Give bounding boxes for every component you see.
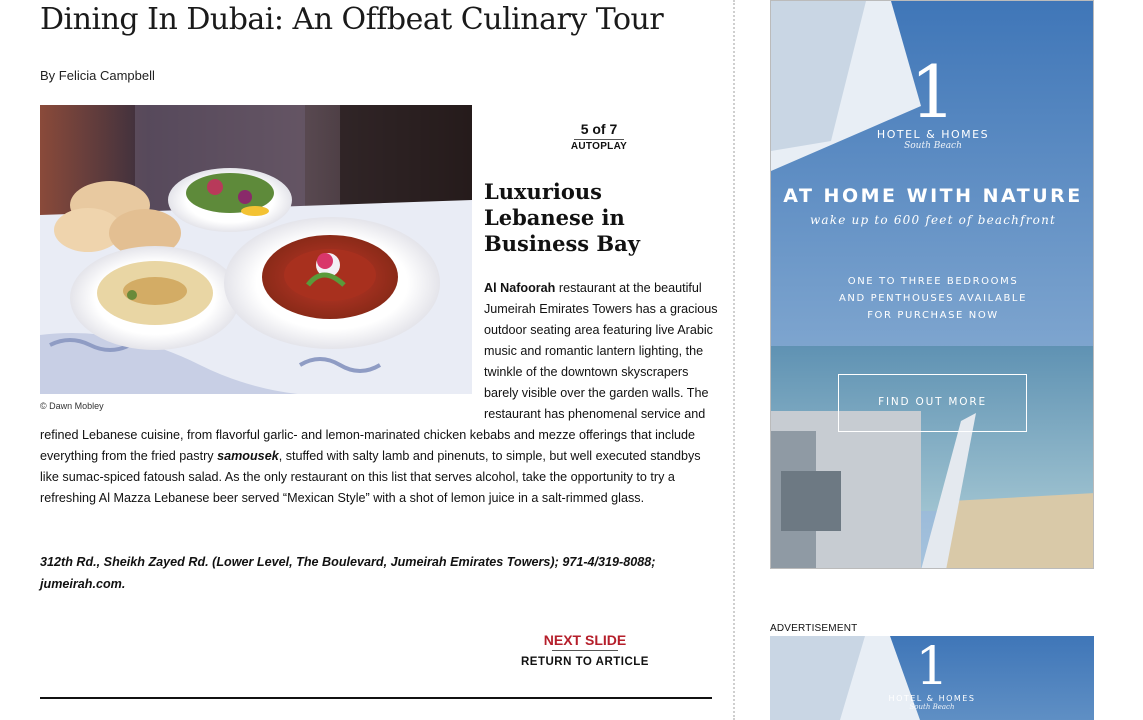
restaurant-name: Al Nafoorah <box>484 281 556 295</box>
bottom-divider <box>40 697 712 699</box>
body-text-part1: restaurant at the beautiful Jumeirah Emirates Towers has a gracious outdoor seating area featuring live Arabic music and romantic lantern lighting, the twinkle of the downtown skyscrapers barely visible over the garden walls. The restaurant has phenomenal service and refined Lebanese cuisine, from flavorful garlic- and lemon-marinated chicken kebabs and mezze offerings that include everything from the fried pastry <box>40 281 718 463</box>
byline: By Felicia Campbell <box>40 68 155 83</box>
next-slide-link[interactable]: NEXT SLIDE <box>543 632 627 648</box>
ad-detail-line-2: AND PENTHOUSES AVAILABLE <box>838 293 1028 304</box>
ad-logo-script: South Beach <box>904 141 962 151</box>
ad-detail-line-3: FOR PURCHASE NOW <box>867 310 999 321</box>
slide-body <box>40 278 720 509</box>
ad-headline-group <box>771 185 1094 227</box>
photo-wrap-spacer <box>40 278 484 424</box>
ad-headline: AT HOME WITH NATURE <box>783 185 1083 207</box>
ad2-logo-script: South Beach <box>909 703 955 711</box>
ad2-logo <box>770 637 1094 711</box>
ad-find-out-more-button[interactable]: FIND OUT MORE <box>838 374 1027 432</box>
advertisement-banner-2[interactable] <box>770 636 1094 720</box>
ad2-logo-number: 1 <box>915 637 949 697</box>
return-to-article-link[interactable]: RETURN TO ARTICLE <box>521 656 649 668</box>
ad-detail-line-1: ONE TO THREE BEDROOMS <box>847 276 1019 287</box>
ad-details <box>771 273 1094 324</box>
slide-navigation <box>520 632 650 668</box>
body-emphasis: samousek <box>217 449 279 463</box>
slide-counter-text: 5 of 7 <box>580 121 618 137</box>
counter-underline <box>574 139 624 140</box>
ad-logo <box>771 50 1094 151</box>
slide-counter <box>568 121 630 152</box>
ad-logo-text: HOTEL & HOMES <box>876 128 990 141</box>
advertisement-banner[interactable] <box>770 0 1094 569</box>
body-text-part2: , stuffed with salty lamb and pinenuts, to simple, but well executed standbys like sumac-spiced fatoush salad. As the only restaurant on this list that serves alcohol, take the opportunity to try a refreshing Al Mazza Lebanese beer served “Mexican Style” with a shot of lemon juice in a salt-rimmed glass. <box>40 449 701 505</box>
ad2-logo-text: HOTEL & HOMES <box>888 694 976 703</box>
autoplay-button[interactable]: AUTOPLAY <box>570 141 628 152</box>
column-divider <box>733 0 735 720</box>
ad-logo-number: 1 <box>910 50 956 134</box>
slide-title: Luxurious Lebanese in Business Bay <box>484 179 640 256</box>
next-underline <box>552 650 618 651</box>
ad-tagline: wake up to 600 feet of beachfront <box>809 213 1057 227</box>
photo-credit: © Dawn Mobley <box>40 401 104 411</box>
restaurant-address: 312th Rd., Sheikh Zayed Rd. (Lower Level, The Boulevard, Jumeirah Emirates Towers); 971-4/319-8088; jumeirah.com. <box>40 555 656 591</box>
advertisement-label: ADVERTISEMENT <box>770 623 858 634</box>
article-title: Dining In Dubai: An Offbeat Culinary Tour <box>40 2 664 37</box>
